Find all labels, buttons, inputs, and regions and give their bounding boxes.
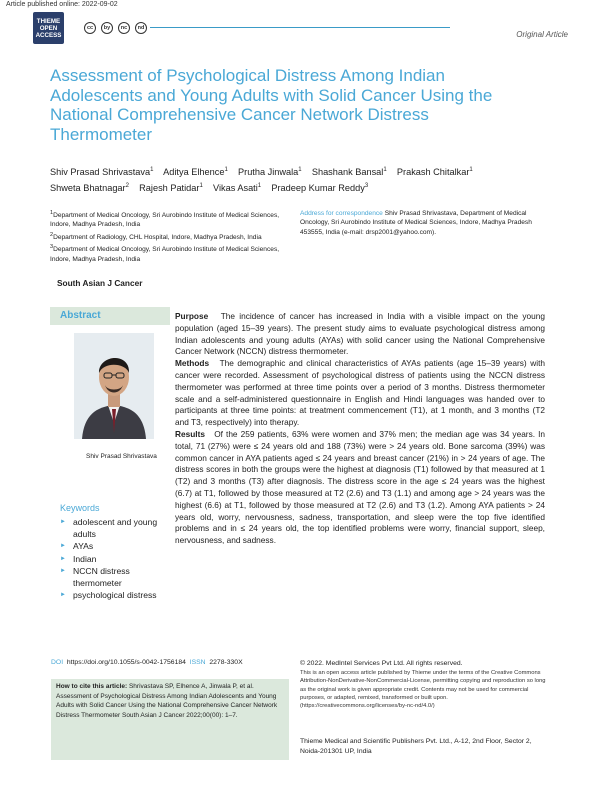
keyword-item: ► Indian	[60, 553, 172, 565]
article-title: Assessment of Psychological Distress Among Indian Adolescents and Young Adults with Solid Cancer Using the National Comprehensive Cancer Network Distress Thermometer	[50, 66, 493, 144]
publisher-address: Thieme Medical and Scientific Publishers Pvt. Ltd., A-12, 2nd Floor, Sector 2, Noida-201301 UP, India	[300, 738, 532, 755]
author: Rajesh Patidar$^1$	[139, 183, 203, 194]
author: Vikas Asati$^1$	[213, 183, 262, 194]
keyword-item: ► AYAs	[60, 540, 172, 552]
article-type: Original Article	[516, 30, 568, 39]
logo-line: ACCESS	[35, 31, 62, 39]
by-icon: by	[101, 22, 113, 34]
affiliations	[50, 209, 290, 265]
copyright-notice: © 2022. MedIntel Services Pvt Ltd. All rights reserved.	[300, 660, 463, 667]
keyword-item: ► adolescent and young adults	[60, 516, 172, 540]
author: Prakash Chitalkar$^1$	[396, 167, 473, 178]
doi-link[interactable]: https://doi.org/10.1055/s-0042-1756184	[66, 659, 186, 666]
header-rule	[150, 27, 450, 28]
keywords-list	[60, 516, 172, 601]
abstract-results: Results Of the 259 patients, 63% were women and 37% men; the median age was 34 years. In total, 71 (27%) were ≤ 24 years old and 188 (73%) were > 24 years old. Bone sarcoma (39%) was common cancer in AYA patients aged ≤ 24 years and breast cancer (21%) in > 24 years of age. The distress scores in both the groups were the highest at diagnosis (T1) followed by that measured at 1 (T2) and 3 months (T3) after diagnosis. The distress score in the age ≤ 24 years was the highest (6.7) at T1, followed by those measured at T2 (2.6) and T3 (1.1) and among age > 24 years was the highest (6.6) at T1, followed by those measured at T2 (2.6) and T3 (1.2). Among AYA patients > 24 years old, worry, nervousness, sadness, transportation, and sleep were the top five identified problems and in ≤ 24 years old, the top identified problems were worry, financial support, sleep, nervousness, and sadness.	[175, 428, 546, 546]
author-photo	[74, 333, 154, 439]
doi-line: DOI https://doi.org/10.1055/s-0042-1756184 ISSN 2278-330X	[51, 659, 243, 666]
nd-icon: nd	[135, 22, 147, 34]
affiliation: $^1$Department of Medical Oncology, Sri Aurobindo Institute of Medical Sciences, Indore, Madhya Pradesh, India	[50, 210, 280, 229]
cc-icon: cc	[84, 22, 96, 34]
author: Shiv Prasad Shrivastava$^1$	[50, 167, 154, 178]
correspondence	[300, 209, 546, 237]
license-text: This is an open access article published by Thieme under the terms of the Creative Commons Attribution-NonDerivative-NonCommercial-License, permitting copying and reproduction so long as the original work is given appropriate credit. Contents may not be used for commercial purposes, or adapted, remixed, transformed or built upon. (https://creativecommons.org/licenses/by-nc-nd/4.0/)	[300, 670, 546, 710]
published-online-note: Article published online: 2022-09-02	[6, 1, 118, 8]
abstract-methods: Methods The demographic and clinical characteristics of AYAs patients (age 15–39 years) with cancer were recorded. Assessment of psychological distress of patients using the NCCN distress thermometer was performed at three time points over a period of 3 months. Distress thermometer scale and a self-administered questionnaire in English and Hindi languages was handed over to participants at three time points: at treatment commencement (T1), at 1 month, and 3 months (T2 and T3, respectively) into therapy.	[175, 358, 545, 428]
author: Aditya Elhence$^1$	[163, 167, 228, 178]
keyword-item: ► psychological distress	[60, 589, 172, 601]
keyword-item: ► NCCN distress thermometer	[60, 565, 172, 589]
correspondence-label: Address for correspondence	[300, 210, 383, 217]
abstract-purpose: Purpose The incidence of cancer has increased in India with a visible impact on the young population (aged 15–39 years). The present study aims to evaluate psychological distress among Indian adolescents and young adults (AYAs) with solid cancer using the National Comprehensive Cancer Network (NCCN) distress thermometer.	[175, 311, 545, 357]
photo-caption: Shiv Prasad Shrivastava	[86, 453, 157, 460]
author: Pradeep Kumar Reddy$^3$	[271, 183, 369, 194]
thieme-open-access-logo	[33, 12, 64, 44]
keywords-title: Keywords	[60, 503, 100, 513]
logo-line: THIEME	[36, 17, 61, 25]
abstract-label: Abstract	[60, 310, 101, 321]
author: Shashank Bansal$^1$	[311, 167, 387, 178]
nc-icon: nc	[118, 22, 130, 34]
journal-name: South Asian J Cancer	[57, 278, 143, 288]
author: Shweta Bhatnagar$^2$	[50, 183, 129, 194]
logo-line: OPEN	[39, 24, 58, 32]
abstract-body	[175, 311, 545, 547]
how-to-cite-box: How to cite this article: Shrivastava SP, Elhence A, Jinwala P, et al. Assessment of Psychological Distress Among Indian Adolescents and Young Adults with Solid Cancer Using the National Comprehensive Cancer Network Distress Thermometer South Asian J Cancer 2022;00(00): 1–7.	[51, 679, 289, 760]
author-list	[50, 163, 570, 195]
author: Prutha Jinwala$^1$	[238, 167, 302, 178]
affiliation: $^2$Department of Radiology, CHL Hospital, Indore, Madhya Pradesh, India	[50, 231, 262, 241]
correspondence-text: Shiv Prasad Shrivastava, Department of Medical Oncology, Sri Aurobindo Institute of Medical Sciences, Indore, Madhya Pradesh 453555, India (e-mail: drsp2001@yahoo.com).	[300, 210, 532, 236]
affiliation: $^3$Department of Medical Oncology, Sri Aurobindo Institute of Medical Sciences, Indore, Madhya Pradesh, India	[50, 244, 280, 263]
author-portrait-image	[74, 333, 154, 439]
